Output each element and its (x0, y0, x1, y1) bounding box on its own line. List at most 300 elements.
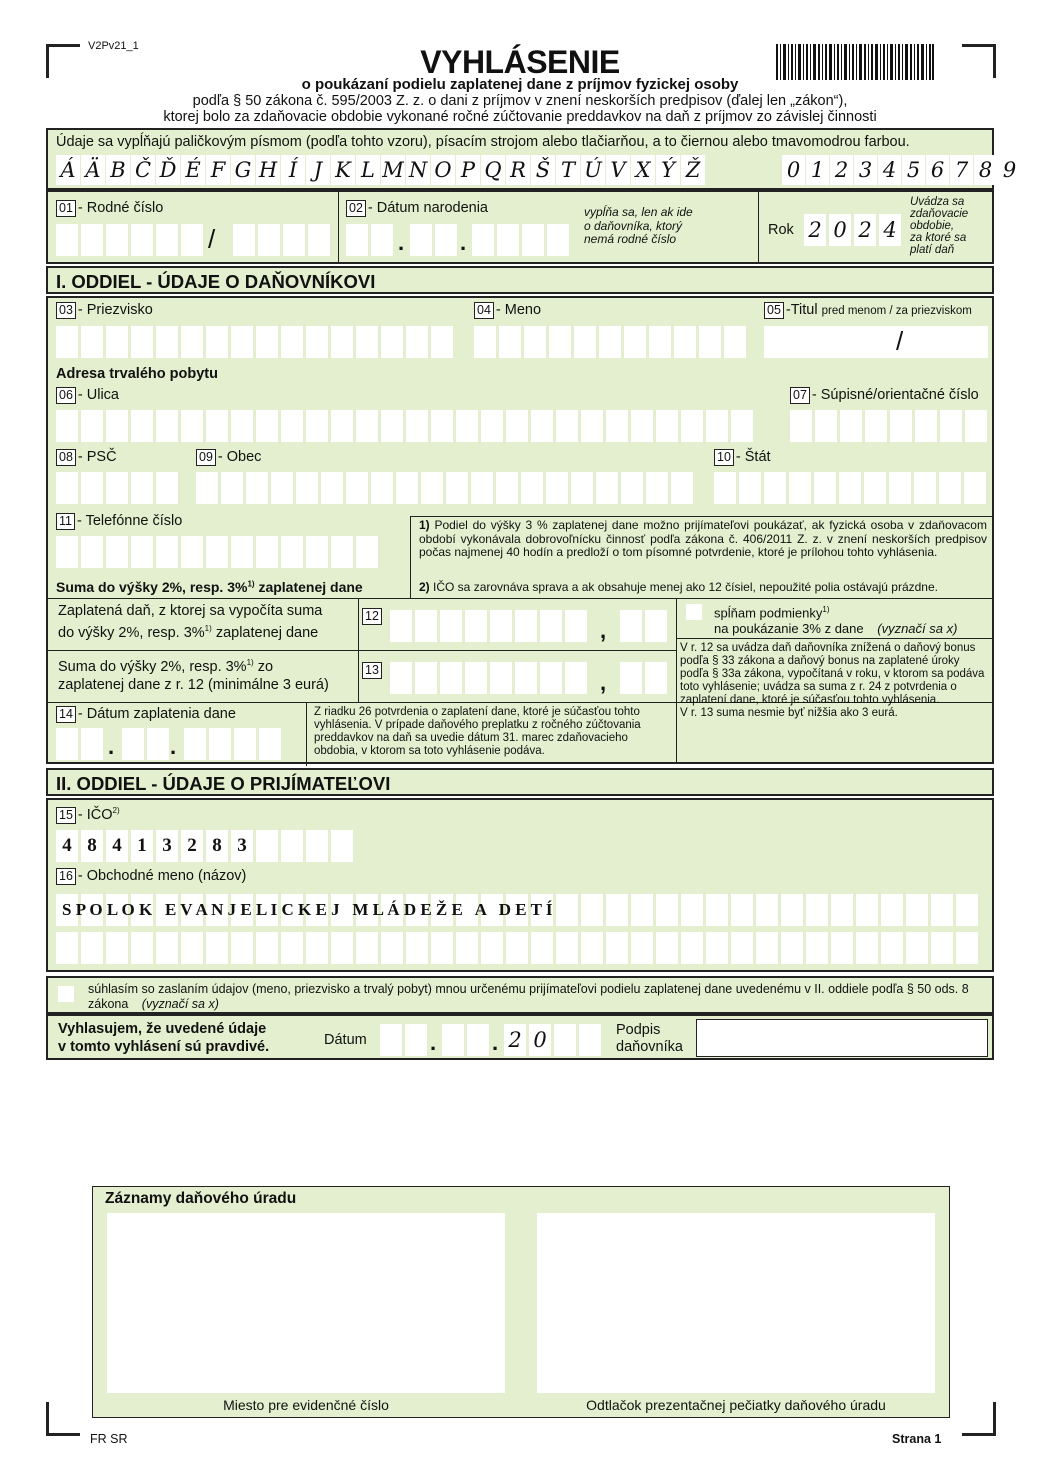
input-cell[interactable] (306, 326, 328, 358)
input-cell[interactable] (256, 536, 278, 568)
input-cell[interactable] (106, 410, 128, 442)
ico-cell[interactable]: 3 (231, 830, 253, 862)
consent-box (46, 976, 994, 1014)
payment-date-cells[interactable] (56, 728, 103, 760)
birth-number-slash: / (208, 224, 216, 254)
input-cell[interactable] (915, 410, 937, 442)
input-cell[interactable] (606, 932, 628, 964)
input-cell[interactable] (581, 932, 603, 964)
pay-date-dot-2: . (170, 734, 177, 759)
instructions-box (46, 128, 1017, 190)
sample-letters (56, 155, 705, 185)
title-slash: / (896, 326, 904, 356)
input-cell[interactable] (856, 894, 878, 926)
input-cell[interactable] (231, 932, 253, 964)
input-cell[interactable] (656, 932, 678, 964)
input-cell[interactable] (106, 536, 128, 568)
input-cell[interactable] (756, 894, 778, 926)
form-legal-basis: podľa § 50 zákona č. 595/2003 Z. z. o dani z príjmov v znení neskorších predpisov (ďalej len „zákon“), (192, 93, 848, 109)
input-cell[interactable] (565, 610, 587, 642)
sample-digit: 9 (998, 155, 1021, 185)
input-cell[interactable] (964, 472, 986, 504)
input-cell[interactable] (646, 472, 668, 504)
payment-date-cells-3[interactable] (184, 728, 281, 760)
sign-dot-1: . (430, 1030, 437, 1055)
input-cell[interactable] (931, 894, 953, 926)
share-amount-cents[interactable] (620, 662, 667, 694)
input-cell[interactable] (131, 326, 153, 358)
field-05-label: 05 -Titul pred menom / za priezviskom (764, 302, 972, 319)
sample-letter: O (431, 155, 455, 185)
input-cell[interactable] (756, 932, 778, 964)
form-legal-basis-2: ktorej bolo za zdaňovacie obdobie vykonané ročné zúčtovanie preddavkov na daň z príjmov zo závislej činnosti (163, 109, 877, 125)
input-cell[interactable] (865, 410, 887, 442)
declaration-box (46, 1014, 994, 1060)
input-cell[interactable] (396, 472, 418, 504)
input-cell[interactable] (206, 410, 228, 442)
sign-year-cells[interactable]: 2 0 (504, 1024, 601, 1056)
sample-letter: R (506, 155, 530, 185)
ico-cell[interactable]: 8 (81, 830, 103, 862)
sign-dot-2: . (492, 1030, 499, 1055)
input-cell[interactable] (356, 410, 378, 442)
input-cell[interactable] (596, 472, 618, 504)
input-cell[interactable] (624, 326, 646, 358)
input-cell[interactable] (731, 932, 753, 964)
input-cell[interactable] (81, 326, 103, 358)
form-code: V2Pv21_1 (88, 40, 139, 52)
input-cell[interactable] (706, 410, 728, 442)
input-cell[interactable] (296, 472, 318, 504)
input-cell[interactable] (840, 410, 862, 442)
input-cell[interactable] (581, 894, 603, 926)
input-cell[interactable] (481, 410, 503, 442)
input-cell[interactable] (965, 410, 987, 442)
sample-digit: 4 (878, 155, 901, 185)
ico-cell[interactable] (281, 830, 303, 862)
corner-mark-bottom-left (46, 1402, 80, 1436)
date-dot-2: . (460, 230, 467, 255)
row-12-label: Zaplatená daň, z ktorej sa vypočíta suma do výšky 2%, resp. 3%$^{1)}$ zaplatenej dane (58, 603, 323, 641)
input-cell[interactable] (181, 932, 203, 964)
input-cell[interactable] (890, 410, 912, 442)
input-cell[interactable] (556, 410, 578, 442)
input-cell[interactable] (231, 536, 253, 568)
input-cell[interactable] (881, 894, 903, 926)
input-cell[interactable] (540, 610, 562, 642)
input-cell[interactable] (206, 932, 228, 964)
input-cell[interactable] (806, 932, 828, 964)
input-cell[interactable] (674, 326, 696, 358)
sample-letter: Q (481, 155, 505, 185)
input-cell[interactable] (714, 472, 736, 504)
company-name-cells-2[interactable] (56, 932, 978, 964)
input-cell[interactable] (431, 326, 453, 358)
three-percent-label: spĺňam podmienky$^{1)}$ na poukázanie 3% z dane (vyznačí sa x) (714, 605, 958, 637)
sample-digits (782, 155, 1021, 185)
city-cells[interactable] (196, 472, 693, 504)
sample-letter: Ď (156, 155, 180, 185)
input-cell[interactable] (531, 410, 553, 442)
input-cell[interactable] (206, 536, 228, 568)
input-cell[interactable] (790, 410, 812, 442)
input-cell[interactable] (956, 894, 978, 926)
input-cell[interactable] (556, 894, 578, 926)
field-09-label: 09 - Obec (196, 449, 261, 466)
input-cell[interactable] (156, 472, 178, 504)
input-cell[interactable] (649, 326, 671, 358)
input-cell[interactable] (271, 472, 293, 504)
consent-checkbox[interactable] (58, 986, 74, 1002)
input-cell[interactable] (531, 932, 553, 964)
input-cell[interactable] (931, 932, 953, 964)
input-cell[interactable] (81, 932, 103, 964)
instructions-text: Údaje sa vypĺňajú paličkovým písmom (podľa tohto vzoru), písacím strojom alebo tlačiarňou, a to čiernou alebo tmavomodrou farbou. (56, 134, 910, 150)
input-cell[interactable] (789, 472, 811, 504)
sample-letter: Í (281, 155, 305, 185)
input-cell[interactable] (281, 932, 303, 964)
input-cell[interactable] (546, 472, 568, 504)
input-cell[interactable] (331, 326, 353, 358)
input-cell[interactable] (764, 472, 786, 504)
ico-cell[interactable] (306, 830, 328, 862)
input-cell[interactable] (631, 410, 653, 442)
input-cell[interactable] (256, 410, 278, 442)
input-cell[interactable] (515, 610, 537, 642)
three-percent-checkbox[interactable] (686, 604, 702, 620)
input-cell[interactable] (56, 536, 78, 568)
input-cell[interactable] (706, 932, 728, 964)
sample-letter: Ž (681, 155, 705, 185)
input-cell[interactable] (421, 472, 443, 504)
office-stamp-area[interactable] (537, 1213, 935, 1393)
input-cell[interactable] (181, 410, 203, 442)
input-cell[interactable] (731, 894, 753, 926)
corner-mark-bottom-right (962, 1402, 996, 1436)
input-cell[interactable] (571, 472, 593, 504)
input-cell[interactable] (889, 472, 911, 504)
field-07-label: 07 - Súpisné/orientačné číslo (790, 387, 979, 404)
input-cell[interactable] (606, 410, 628, 442)
input-cell[interactable] (474, 326, 496, 358)
input-cell[interactable] (724, 326, 746, 358)
share-amount-cells[interactable] (390, 662, 587, 694)
input-cell[interactable] (281, 410, 303, 442)
input-cell[interactable] (131, 932, 153, 964)
page-number: Strana 1 (892, 1432, 942, 1446)
input-cell[interactable] (456, 410, 478, 442)
sample-letter: P (456, 155, 480, 185)
sample-letter: Á (56, 155, 80, 185)
input-cell[interactable] (281, 326, 303, 358)
input-cell[interactable] (246, 472, 268, 504)
input-cell[interactable] (331, 932, 353, 964)
input-cell[interactable] (940, 410, 962, 442)
input-cell[interactable] (681, 932, 703, 964)
input-cell[interactable] (306, 536, 328, 568)
sample-letter: X (631, 155, 655, 185)
input-cell[interactable] (406, 932, 428, 964)
ico-cell[interactable]: 1 (131, 830, 153, 862)
input-cell[interactable] (406, 326, 428, 358)
input-cell[interactable] (81, 472, 103, 504)
input-cell[interactable] (221, 472, 243, 504)
input-cell[interactable] (831, 894, 853, 926)
section-2-title: II. ODDIEL - ÚDAJE O PRIJÍMATEĽOVI (56, 773, 391, 794)
input-cell[interactable] (574, 326, 596, 358)
input-cell[interactable] (864, 472, 886, 504)
input-cell[interactable] (81, 536, 103, 568)
input-cell[interactable] (106, 326, 128, 358)
sample-letter: G (231, 155, 255, 185)
sample-digit: 6 (926, 155, 949, 185)
input-cell[interactable] (306, 410, 328, 442)
sign-date-cells[interactable] (380, 1024, 427, 1056)
input-cell[interactable] (521, 472, 543, 504)
row-13-number: 13 (362, 662, 384, 679)
field-11-label: 11 - Telefónne číslo (56, 513, 182, 530)
birth-date-cells-3[interactable] (472, 224, 569, 256)
notes-box (410, 516, 994, 598)
house-number-cells[interactable] (790, 410, 987, 442)
sample-letter: F (206, 155, 230, 185)
input-cell[interactable] (581, 410, 603, 442)
input-cell[interactable] (131, 536, 153, 568)
input-cell[interactable] (431, 410, 453, 442)
input-cell[interactable] (356, 326, 378, 358)
input-cell[interactable] (440, 662, 462, 694)
input-cell[interactable] (106, 472, 128, 504)
consent-text: súhlasím so zaslaním údajov (meno, priezvisko a trvalý pobyt) mnou určenému prijímateľovi podielu zaplatenej dane uvedenému v II. oddiele podľa § 50 ods. 8 zákona (vyznačí sa x) (88, 982, 969, 1011)
input-cell[interactable] (781, 932, 803, 964)
input-cell[interactable] (331, 410, 353, 442)
input-cell[interactable] (56, 932, 78, 964)
sign-date-cells-2[interactable] (442, 1024, 489, 1056)
input-cell[interactable] (156, 536, 178, 568)
field-03-label: 03 - Priezvisko (56, 302, 153, 319)
ico-cell[interactable]: 3 (156, 830, 178, 862)
input-cell[interactable] (565, 662, 587, 694)
input-cell[interactable] (806, 894, 828, 926)
input-cell[interactable] (415, 662, 437, 694)
input-cell[interactable] (499, 326, 521, 358)
input-cell[interactable] (681, 894, 703, 926)
input-cell[interactable] (156, 410, 178, 442)
input-cell[interactable] (631, 932, 653, 964)
postal-code-cells[interactable] (56, 472, 178, 504)
input-cell[interactable] (231, 326, 253, 358)
input-cell[interactable] (656, 410, 678, 442)
input-cell[interactable] (490, 610, 512, 642)
row-12-number: 12 (362, 608, 384, 625)
first-name-cells[interactable] (474, 326, 746, 358)
input-cell[interactable] (381, 326, 403, 358)
surname-cells[interactable] (56, 326, 453, 358)
year-note: Uvádza sa zdaňovacie obdobie, za ktoré sa platí daň (910, 196, 969, 256)
birth-date-cells[interactable] (346, 224, 393, 256)
input-cell[interactable] (371, 472, 393, 504)
sample-letter: Š (531, 155, 555, 185)
input-cell[interactable] (631, 894, 653, 926)
input-cell[interactable] (431, 932, 453, 964)
input-cell[interactable] (390, 610, 412, 642)
street-cells[interactable] (56, 410, 753, 442)
input-cell[interactable] (621, 472, 643, 504)
sample-letter: J (306, 155, 330, 185)
input-cell[interactable] (906, 932, 928, 964)
input-cell[interactable] (549, 326, 571, 358)
input-cell[interactable] (231, 410, 253, 442)
input-cell[interactable] (456, 932, 478, 964)
phone-cells[interactable] (56, 536, 378, 568)
company-name-text: S P O L O K E V A N J E L I C K E J M L Á D E Ž E A D E T Í (62, 900, 553, 919)
sample-digit: 2 (830, 155, 853, 185)
input-cell[interactable] (56, 326, 78, 358)
date-dot-1: . (398, 230, 405, 255)
input-cell[interactable] (781, 894, 803, 926)
input-cell[interactable] (471, 472, 493, 504)
ico-cell[interactable] (331, 830, 353, 862)
input-cell[interactable] (496, 472, 518, 504)
input-cell[interactable] (206, 326, 228, 358)
input-cell[interactable] (656, 894, 678, 926)
birth-number-cells-2[interactable] (233, 224, 330, 256)
input-cell[interactable] (914, 472, 936, 504)
input-cell[interactable] (515, 662, 537, 694)
office-records-box (92, 1186, 950, 1418)
input-cell[interactable] (446, 472, 468, 504)
input-cell[interactable] (390, 662, 412, 694)
input-cell[interactable] (131, 410, 153, 442)
input-cell[interactable] (465, 610, 487, 642)
input-cell[interactable] (440, 610, 462, 642)
section-1-body (46, 296, 994, 764)
birth-date-cells-2[interactable] (410, 224, 457, 256)
paid-tax-cents[interactable] (620, 610, 667, 642)
input-cell[interactable] (465, 662, 487, 694)
ico-cell[interactable]: 2 (181, 830, 203, 862)
input-cell[interactable] (681, 410, 703, 442)
input-cell[interactable] (356, 932, 378, 964)
input-cell[interactable] (56, 472, 78, 504)
input-cell[interactable] (321, 472, 343, 504)
field-04-label: 04 - Meno (474, 302, 541, 319)
birth-date-note: vypĺňa sa, len ak ide o daňovníka, ktorý nemá rodné číslo (584, 205, 693, 246)
year-cells[interactable]: 2 0 2 4 (804, 214, 901, 246)
input-cell[interactable] (671, 472, 693, 504)
section-2-heading (46, 768, 994, 796)
input-cell[interactable] (156, 932, 178, 964)
input-cell[interactable] (281, 536, 303, 568)
input-cell[interactable] (739, 472, 761, 504)
ico-cell[interactable]: 4 (106, 830, 128, 862)
stamp-caption: Odtlačok prezentačnej pečiatky daňového úradu (586, 1397, 886, 1413)
input-cell[interactable] (506, 410, 528, 442)
input-cell[interactable] (381, 410, 403, 442)
footer-left: FR SR (90, 1432, 128, 1446)
title-field[interactable] (764, 326, 988, 358)
input-cell[interactable] (306, 932, 328, 964)
input-cell[interactable] (490, 662, 512, 694)
section-1-title: I. ODDIEL - ÚDAJE O DAŇOVNÍKOVI (56, 271, 376, 292)
input-cell[interactable] (256, 326, 278, 358)
ico-cells[interactable] (56, 830, 353, 862)
note-2: 2) IČO sa zarovnáva sprava a ak obsahuje menej ako 12 čísiel, nepoužité polia ostávajú prázdne. (419, 580, 938, 594)
sample-letter: M (381, 155, 405, 185)
field-14-note: Z riadku 26 potvrdenia o zaplatení dane, ktoré je súčasťou tohto vyhlásenia. V prípade daňového preplatku z ročného zúčtovania preddavkov na daň sa uvedie dátum 31. marec zdaňovacieho obdobia, v ktorom sa toto vyhlásenie podáva. (314, 706, 641, 757)
input-cell[interactable] (814, 472, 836, 504)
input-cell[interactable] (699, 326, 721, 358)
input-cell[interactable] (181, 536, 203, 568)
input-cell[interactable] (106, 932, 128, 964)
section-1-heading (46, 266, 994, 294)
input-cell[interactable] (131, 472, 153, 504)
input-cell[interactable] (881, 932, 903, 964)
input-cell[interactable] (56, 410, 78, 442)
ico-cell[interactable]: 4 (56, 830, 78, 862)
sample-digit: 1 (806, 155, 829, 185)
ico-cell[interactable]: 8 (206, 830, 228, 862)
paid-tax-cells[interactable] (390, 610, 587, 642)
input-cell[interactable] (81, 410, 103, 442)
input-cell[interactable] (415, 610, 437, 642)
input-cell[interactable] (939, 472, 961, 504)
row-12-comma: , (600, 618, 607, 643)
country-cells[interactable] (714, 472, 986, 504)
input-cell[interactable] (256, 932, 278, 964)
input-cell[interactable] (839, 472, 861, 504)
form-subtitle: o poukázaní podielu zaplatenej dane z príjmov fyzickej osoby (301, 76, 739, 93)
input-cell[interactable] (856, 932, 878, 964)
input-cell[interactable] (356, 536, 378, 568)
input-cell[interactable] (606, 894, 628, 926)
input-cell[interactable] (196, 472, 218, 504)
input-cell[interactable] (731, 410, 753, 442)
registry-number-area[interactable] (107, 1213, 505, 1393)
ico-cell[interactable] (256, 830, 278, 862)
input-cell[interactable] (906, 894, 928, 926)
input-cell[interactable] (346, 472, 368, 504)
input-cell[interactable] (956, 932, 978, 964)
input-cell[interactable] (540, 662, 562, 694)
row-12-note: V r. 12 sa uvádza daň daňovníka znížená o daňový bonus podľa § 33 zákona a daňový bonus na zaplatené úroky podľa § 33a zákona, vypočítaná v roku, v ktorom sa podáva toto vyhlásenie; uvádza sa suma z r. 24 z potvrdenia o zaplatení dane, ktoré je súčasťou tohto vyhlásenia. V r. 13 suma nesmie byť nižšia ako 3 eurá. (680, 642, 985, 719)
input-cell[interactable] (406, 410, 428, 442)
input-cell[interactable] (381, 932, 403, 964)
payment-date-cells-2[interactable] (122, 728, 169, 760)
sample-letter: Ú (581, 155, 605, 185)
input-cell[interactable] (331, 536, 353, 568)
field-16-label: 16 - Obchodné meno (názov) (56, 868, 246, 885)
input-cell[interactable] (181, 326, 203, 358)
input-cell[interactable] (599, 326, 621, 358)
input-cell[interactable] (506, 932, 528, 964)
input-cell[interactable] (831, 932, 853, 964)
sample-digit: 5 (902, 155, 925, 185)
field-01-label: 01 - Rodné číslo (56, 200, 163, 217)
input-cell[interactable] (706, 894, 728, 926)
birth-number-cells[interactable] (56, 224, 203, 256)
input-cell[interactable] (481, 932, 503, 964)
input-cell[interactable] (815, 410, 837, 442)
signature-label: Podpis daňovníka (616, 1022, 683, 1055)
sample-letter: V (606, 155, 630, 185)
input-cell[interactable] (156, 326, 178, 358)
note-1: 1) Podiel do výšky 3 % zaplatenej dane možno prijímateľovi poukázať, ak fyzická osoba v zdaňovacom období vykonávala dobrovoľnícku činnosť podľa zákona č. 406/2011 Z. z. v znení neskorších predpisov počas najmenej 40 hodín a predloží o tom písomné potvrdenie, ktoré je prílohou tohto vyhlásenia. (419, 518, 987, 559)
input-cell[interactable] (556, 932, 578, 964)
sample-digit: 3 (854, 155, 877, 185)
signature-field[interactable] (696, 1019, 988, 1057)
input-cell[interactable] (524, 326, 546, 358)
